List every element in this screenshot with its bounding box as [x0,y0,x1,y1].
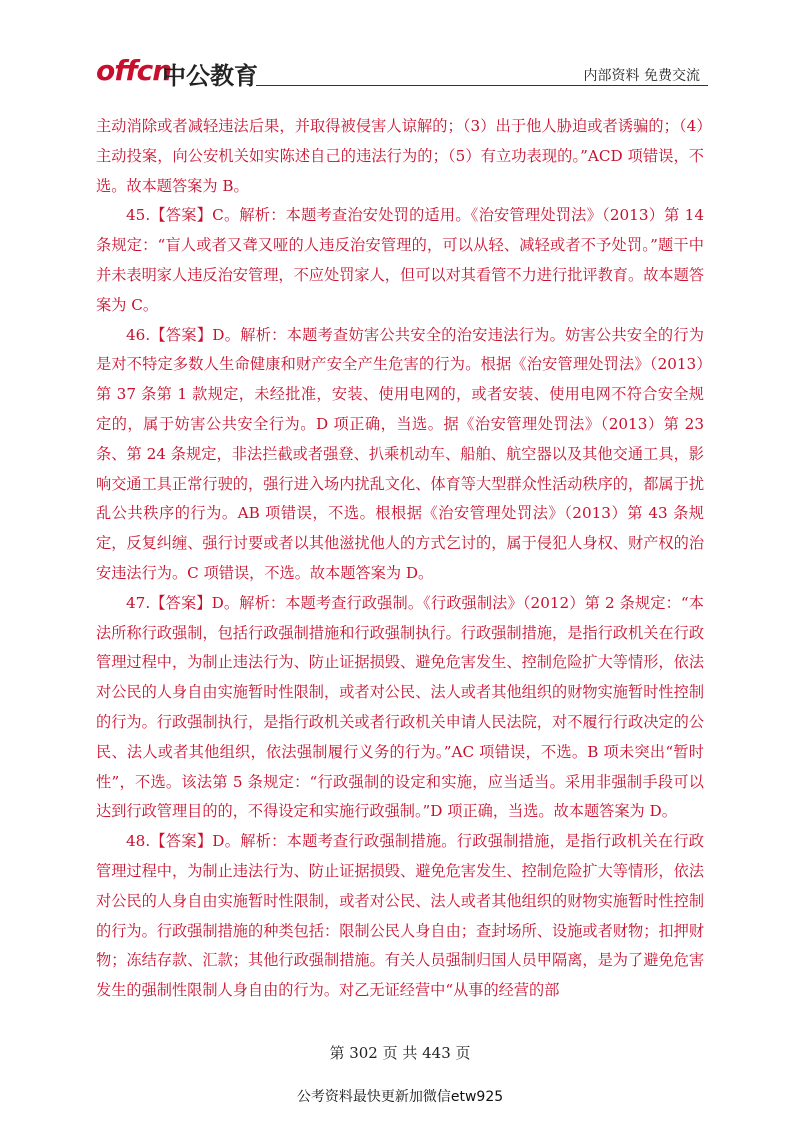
header-tagline: 内部资料 免费交流 [583,68,700,84]
answer-text-body [96,112,704,1006]
answer-48: 48.【答案】D。解析：本题考查行政强制措施。行政强制措施，是指行政机关在行政管理过程中，为制止违法行为、防止证据损毁、避免危害发生、控制危险扩大等情形，依法对公民的人身自由实施暂时性限制，或者对公民、法人或者其他组织的财物实施暂时性控制的行为。行政强制措施的种类包括：限制公民人身自由；查封场所、设施或者财物；扣押财物；冻结存款、汇款；其他行政强制措施。有关人员强制归国人员甲隔离，是为了避免危害发生的强制性限制人身自由的行为。对乙无证经营中“从事的经营的部 [96,832,704,1000]
header-divider [256,85,708,86]
brand-name: 中公教育 [162,62,258,90]
answer-47: 47.【答案】D。解析：本题考查行政强制。《行政强制法》（2012）第 2 条规定：“本法所称行政强制，包括行政强制措施和行政强制执行。行政强制措施，是指行政机关在行政管理过程中，为制止违法行为、防止证据损毁、避免危害发生、控制危险扩大等情形，依法对公民的人身自由实施暂时性限制，或者对公民、法人或者其他组织的财物实施暂时性控制的行为。行政强制执行，是指行政机关或者行政机关申请人民法院，对不履行行政决定的公民、法人或者其他组织，依法强制履行义务的行为。”AC 项错误，不选。B 项未突出“暂时性”，不选。该法第 5 条规定：“行政强制的设定和实施，应当适当。采用非强制手段可以达到行政管理目的的，不得设定和实施行政强制。”D 项正确，当选。故本题答案为 D。 [96,593,704,821]
footer-note: 公考资料最快更新加微信etw925 [296,1089,504,1105]
answer-45: 45.【答案】C。解析：本题考查治安处罚的适用。《治安管理处罚法》（2013）第 14 条规定：“盲人或者又聋又哑的人违反治安管理的，可以从轻、减轻或者不予处罚。”题干中并未表明家人违反治安管理，不应处罚家人，但可以对其看管不力进行批评教育。故本题答案为 C。 [96,206,704,314]
paragraph-continuation: 主动消除或者减轻违法后果，并取得被侵害人谅解的；（3）出于他人胁迫或者诱骗的；（4）主动投案，向公安机关如实陈述自己的违法行为的；（5）有立功表现的。”ACD 项错误，不选。故本题答案为 B。 [96,117,704,195]
page-number: 第 302 页 共 443 页 [329,1044,471,1062]
page-header [96,52,708,90]
answer-46: 46.【答案】D。解析：本题考查妨害公共安全的治安违法行为。妨害公共安全的行为是对不特定多数人生命健康和财产安全产生危害的行为。根据《治安管理处罚法》（2013）第 37 条第 1 款规定，未经批准，安装、使用电网的，或者安装、使用电网不符合安全规定的，属于妨害公共安全行为。D 项正确，当选。据《治安管理处罚法》（2013）第 23 条、第 24 条规定，非法拦截或者强登、扒乘机动车、船舶、航空器以及其他交通工具，影响交通工具正常行驶的，强行进入场内扰乱文化、体育等大型群众性活动秩序的，都属于扰乱公共秩序的行为。AB 项错误，不选。根根据《治安管理处罚法》（2013）第 43 条规定，反复纠缠、强行讨要或者以其他滋扰他人的方式乞讨的，属于侵犯人身权、财产权的治安违法行为。C 项错误，不选。故本题答案为 D。 [96,325,704,582]
offcn-logo: offcn [96,54,172,87]
